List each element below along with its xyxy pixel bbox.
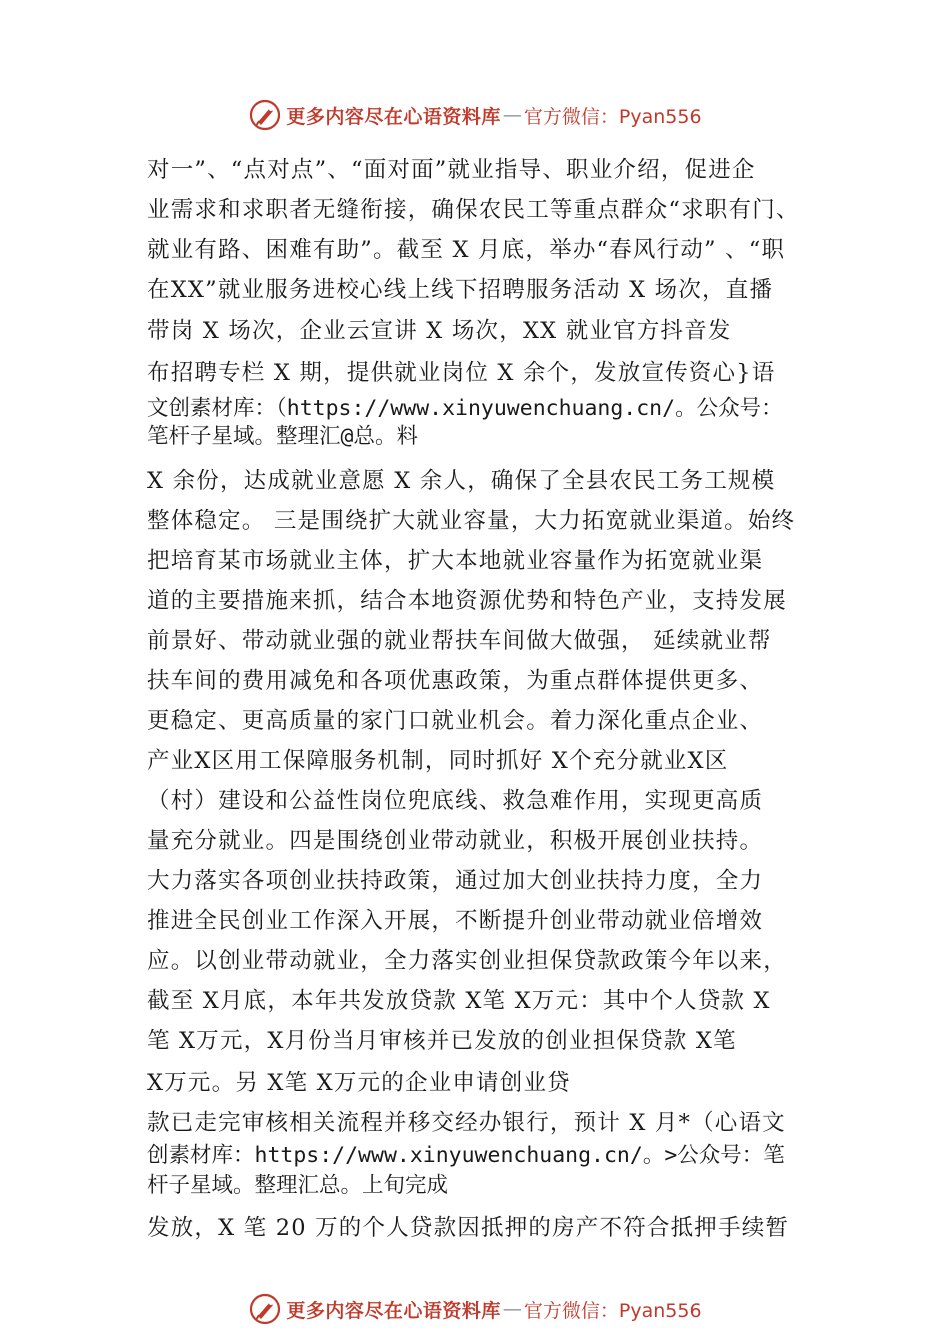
body-line: 量充分就业。四是围绕创业带动就业，积极开展创业扶持。 [147, 828, 764, 854]
body-line: 应。以创业带动就业，全力落实创业担保贷款政策今年以来， [147, 948, 787, 974]
body-line: （村）建设和公益性岗位兜底线、救急难作用，实现更高质 [147, 788, 764, 814]
body-line: 道的主要措施来抓，结合本地资源优势和特色产业，支持发展 [147, 588, 787, 614]
body-line: 推进全民创业工作深入开展，不断提升创业带动就业倍增效 [147, 908, 764, 934]
pen-nib-logo-icon [248, 98, 282, 132]
body-line: 扶车间的费用减免和各项优惠政策，为重点群体提供更多、 [147, 668, 764, 694]
pen-nib-logo-icon [248, 1292, 282, 1326]
body-line: 把培育某市场就业主体，扩大本地就业容量作为拓宽就业渠 [147, 548, 764, 574]
body-line: 整体稳定。 三是围绕扩大就业容量，大力拓宽就业渠道。始终 [147, 508, 796, 534]
banner-title: 更多内容尽在心语资料库 [286, 105, 501, 128]
body-line: X 余份，达成就业意愿 X 余人，确保了全县农民工务工规模 [147, 468, 776, 494]
body-line: 前景好、带动就业强的就业帮扶车间做大做强， 延续就业帮 [147, 628, 772, 654]
watermark-note-line: 创素材库：https://www.xinyuwenchuang.cn/。>公众号：笔 [147, 1143, 785, 1168]
banner-title: 更多内容尽在心语资料库 [286, 1299, 501, 1322]
body-line: 带岗 X 场次，企业云宣讲 X 场次，XX 就业官方抖音发 [147, 318, 732, 344]
watermark-note-line: 杆子星域。整理汇总。上旬完成 [147, 1173, 449, 1198]
body-line: 发放，X 笔 20 万的个人贷款因抵押的房产不符合抵押手续暂 [147, 1215, 790, 1241]
banner-separator: — [502, 1298, 522, 1320]
banner-wechat: 官方微信：Pyan556 [523, 1299, 702, 1322]
watermark-note-line: 文创素材库：（https://www.xinyuwenchuang.cn/。公众号： [147, 396, 783, 421]
body-line: 布招聘专栏 X 期，提供就业岗位 X 余个，发放宣传资心}语 [147, 360, 776, 386]
header-banner [0, 95, 950, 135]
body-line: 产业X区用工保障服务机制，同时抓好 X个充分就业X区 [147, 748, 729, 774]
body-line: 截至 X月底，本年共发放贷款 X笔 X万元：其中个人贷款 X [147, 988, 771, 1014]
banner-separator: — [502, 104, 522, 126]
body-line: 笔 X万元，X月份当月审核并已发放的创业担保贷款 X笔 [147, 1028, 737, 1054]
body-line: 更稳定、更高质量的家门口就业机会。着力深化重点企业、 [147, 708, 764, 734]
body-line: 款已走完审核相关流程并移交经办银行，预计 X 月*（心语文 [147, 1110, 786, 1136]
body-line: 就业有路、困难有助”。截至 X 月底，举办“春风行动” 、“职 [147, 237, 786, 263]
body-line: 业需求和求职者无缝衔接，确保农民工等重点群众“求职有门、 [147, 197, 800, 223]
body-line: X万元。另 X笔 X万元的企业申请创业贷 [147, 1070, 571, 1096]
watermark-note-line: 笔杆子星域。整理汇@总。料 [147, 424, 418, 449]
body-line: 大力落实各项创业扶持政策，通过加大创业扶持力度，全力 [147, 868, 764, 894]
body-line: 在XX”就业服务进校心线上线下招聘服务活动 X 场次，直播 [147, 277, 774, 303]
body-line: 对一”、“点对点”、“面对面”就业指导、职业介绍，促进企 [147, 157, 756, 183]
banner-wechat: 官方微信：Pyan556 [523, 105, 702, 128]
footer-banner [0, 1289, 950, 1329]
